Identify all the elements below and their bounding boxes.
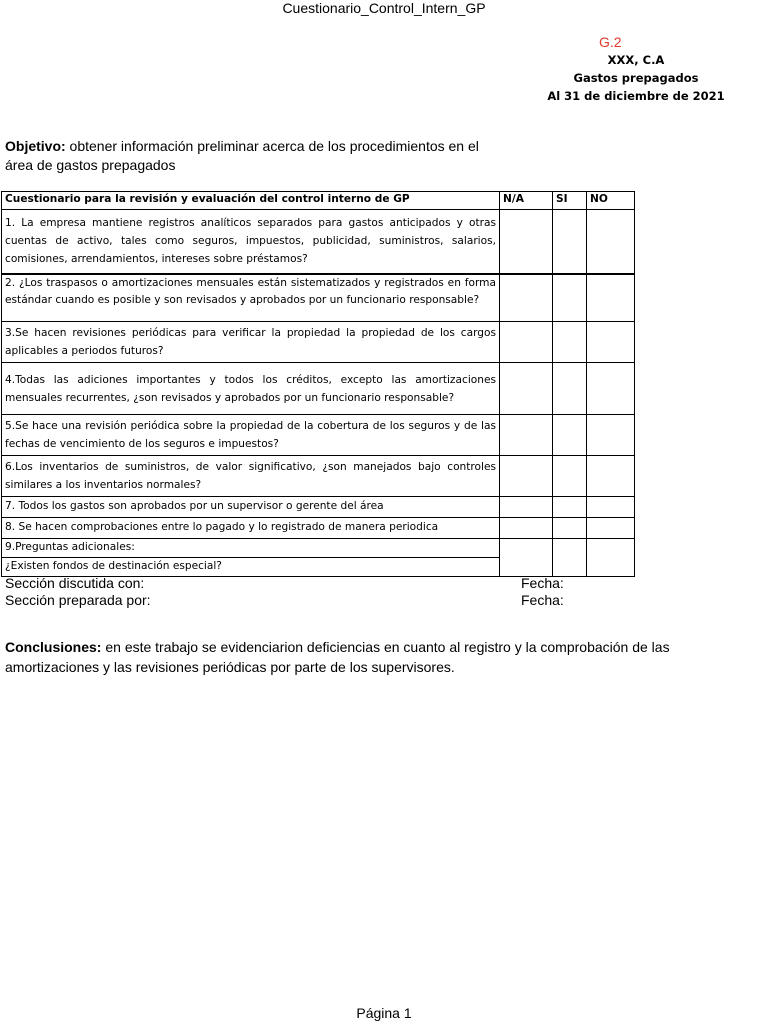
question-text: 3.Se hacen revisiones periódicas para verificar la propiedad la propiedad de los cargos aplicables a periodos futuros?	[2, 322, 500, 363]
question-text: 5.Se hace una revisión periódica sobre la propiedad de la cobertura de los seguros y de las fechas de vencimiento de los seguros e impuestos?	[2, 415, 500, 456]
subject-title: Gastos prepagados	[573, 71, 699, 85]
objective-label: Objetivo:	[5, 138, 66, 154]
header-no: NO	[587, 192, 635, 210]
answer-si-cell[interactable]	[553, 322, 587, 363]
answer-si-cell[interactable]	[553, 497, 587, 518]
discussed-with-label: Sección discutida con:	[5, 575, 145, 591]
page-number: Página 1	[356, 1005, 412, 1021]
question-text: 2. ¿Los traspasos o amortizaciones mensuales están sistematizados y registrados en forma estándar cuando es posible y son revisados y aprobados por un funcionario responsable?	[2, 274, 500, 322]
objective-paragraph	[5, 137, 505, 175]
answer-no-cell[interactable]	[587, 456, 635, 497]
answer-na-cell[interactable]	[500, 518, 553, 539]
table-row	[2, 210, 635, 274]
answer-na-cell[interactable]	[500, 497, 553, 518]
conclusions-text: en este trabajo se evidenciarion deficiencias en cuanto al registro y la comprobación de las amortizaciones y las revisiones periódicas por parte de los supervisores.	[5, 639, 670, 675]
answer-si-cell[interactable]	[553, 456, 587, 497]
table-row	[2, 497, 635, 518]
answer-no-cell[interactable]	[587, 210, 635, 274]
table-row	[2, 415, 635, 456]
control-questionnaire-table	[1, 191, 635, 577]
date-label-2: Fecha:	[521, 592, 564, 608]
table-row	[2, 363, 635, 415]
answer-no-cell[interactable]	[587, 274, 635, 322]
date-line: Al 31 de diciembre de 2021	[547, 89, 725, 103]
question-text: 4.Todas las adiciones importantes y todos los créditos, excepto las amortizaciones mensuales recurrentes, ¿son revisados y aprobados por un funcionario responsable?	[2, 363, 500, 415]
table-row	[2, 539, 635, 558]
document-title: Cuestionario_Control_Intern_GP	[282, 0, 486, 16]
answer-na-cell[interactable]	[500, 210, 553, 274]
table-row	[2, 456, 635, 497]
answer-no-cell[interactable]	[587, 539, 635, 577]
question-text: 6.Los inventarios de suministros, de valor significativo, ¿son manejados bajo controles similares a los inventarios normales?	[2, 456, 500, 497]
answer-si-cell[interactable]	[553, 539, 587, 577]
answer-no-cell[interactable]	[587, 415, 635, 456]
table-row	[2, 518, 635, 539]
company-name: XXX, C.A	[607, 53, 665, 67]
table-header-row	[2, 192, 635, 210]
reference-code: G.2	[599, 34, 622, 50]
header-si: SI	[553, 192, 587, 210]
question-text: ¿Existen fondos de destinación especial?	[2, 558, 500, 577]
answer-si-cell[interactable]	[553, 415, 587, 456]
answer-no-cell[interactable]	[587, 322, 635, 363]
answer-si-cell[interactable]	[553, 274, 587, 322]
answer-na-cell[interactable]	[500, 322, 553, 363]
header-question: Cuestionario para la revisión y evaluación del control interno de GP	[2, 192, 500, 210]
objective-text: obtener información preliminar acerca de los procedimientos en el área de gastos prepagados	[5, 138, 479, 173]
answer-si-cell[interactable]	[553, 363, 587, 415]
answer-no-cell[interactable]	[587, 363, 635, 415]
header-na: N/A	[500, 192, 553, 210]
answer-no-cell[interactable]	[587, 497, 635, 518]
answer-si-cell[interactable]	[553, 210, 587, 274]
answer-na-cell[interactable]	[500, 415, 553, 456]
answer-na-cell[interactable]	[500, 456, 553, 497]
table-row	[2, 274, 635, 322]
table-row	[2, 322, 635, 363]
prepared-by-label: Sección preparada por:	[5, 592, 151, 608]
answer-na-cell[interactable]	[500, 363, 553, 415]
date-label-1: Fecha:	[521, 575, 564, 591]
question-text: 8. Se hacen comprobaciones entre lo pagado y lo registrado de manera periodica	[2, 518, 500, 539]
answer-na-cell[interactable]	[500, 274, 553, 322]
conclusions-paragraph	[5, 637, 705, 677]
question-text: 7. Todos los gastos son aprobados por un supervisor o gerente del área	[2, 497, 500, 518]
answer-no-cell[interactable]	[587, 518, 635, 539]
question-text: 1. La empresa mantiene registros analíticos separados para gastos anticipados y otras cuentas de activo, tales como seguros, impuestos, publicidad, suministros, salarios, comisiones, arrendamientos, intereses sobre préstamos?	[2, 210, 500, 274]
question-text: 9.Preguntas adicionales:	[2, 539, 500, 558]
conclusions-label: Conclusiones:	[5, 639, 102, 655]
answer-si-cell[interactable]	[553, 518, 587, 539]
answer-na-cell[interactable]	[500, 539, 553, 577]
